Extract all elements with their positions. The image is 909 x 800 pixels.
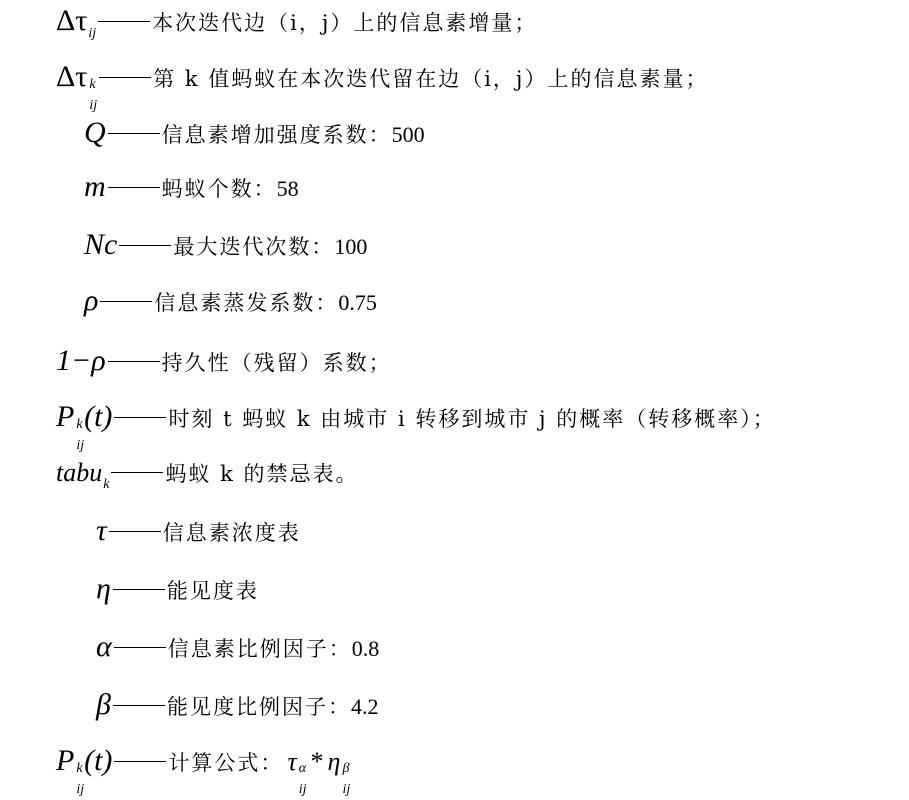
probability-formula <box>287 747 351 797</box>
symbol-beta: β <box>96 688 111 721</box>
em-dash <box>108 133 160 134</box>
definition-row <box>56 4 538 41</box>
definition-text: 计算公式： <box>168 751 284 775</box>
symbol-subscript: ij <box>88 26 97 41</box>
symbol-main: tabu <box>56 458 103 487</box>
em-dash <box>113 705 165 706</box>
formula-tau-subscript: ij <box>298 782 307 797</box>
definition-row <box>96 514 301 548</box>
symbol-scripts <box>76 761 85 797</box>
symbol-tabu <box>56 458 110 492</box>
definition-value: 0.8 <box>351 636 380 661</box>
definition-text <box>162 173 299 203</box>
symbol-main: P <box>56 400 75 433</box>
em-dash <box>114 417 166 418</box>
symbol-argument: (t) <box>84 400 113 433</box>
em-dash <box>113 589 165 590</box>
definition-text: 信息素浓度表 <box>162 521 301 545</box>
definition-value: 0.75 <box>338 290 377 315</box>
em-dash <box>109 531 161 532</box>
formula-tau-superscript: α <box>298 761 307 776</box>
definition-row <box>56 344 392 378</box>
definition-value: 500 <box>391 122 425 147</box>
definition-value: 100 <box>334 234 368 259</box>
symbol-superscript: k <box>76 761 83 776</box>
definition-row <box>56 744 351 797</box>
symbol-subscript: k <box>103 477 110 492</box>
formula-tau: τ <box>287 747 297 776</box>
symbol-q: Q <box>84 116 106 149</box>
symbol-m: m <box>84 170 106 203</box>
definition-row <box>56 458 359 492</box>
symbol-argument: (t) <box>84 744 113 777</box>
definition-row <box>84 284 377 318</box>
em-dash <box>99 77 151 78</box>
definition-text: 时刻 t 蚂蚁 k 由城市 i 转移到城市 j 的概率（转移概率）； <box>168 407 776 431</box>
symbol-eta: η <box>96 572 111 605</box>
definition-text <box>167 691 379 721</box>
definition-row <box>96 630 379 664</box>
definition-row <box>84 170 299 204</box>
em-dash <box>98 21 150 22</box>
symbol-subscript: ij <box>76 782 85 797</box>
definition-label: 信息素增加强度系数： <box>161 123 392 147</box>
definition-text: 第 k 值蚂蚁在本次迭代留在边（i，j）上的信息素量； <box>153 67 709 91</box>
definition-text <box>162 119 425 149</box>
em-dash <box>108 361 160 362</box>
definition-text <box>173 231 367 261</box>
symbol-one-minus-rho: 1−ρ <box>56 344 106 377</box>
em-dash <box>119 245 171 246</box>
formula-eta-scripts <box>342 761 351 797</box>
formula-eta-superscript: β <box>342 761 350 776</box>
symbol-main: Δτ <box>56 60 88 93</box>
definition-row <box>56 400 776 453</box>
em-dash <box>114 647 166 648</box>
em-dash <box>114 761 166 762</box>
symbol-scripts <box>89 77 98 113</box>
symbol-scripts <box>76 417 85 453</box>
definition-text <box>154 287 377 317</box>
definition-value: 58 <box>276 176 299 201</box>
definition-label: 最大迭代次数： <box>173 235 335 259</box>
symbol-delta-tau <box>56 4 97 41</box>
symbol-superscript: k <box>89 77 96 92</box>
definition-row <box>96 572 259 606</box>
symbol-tau: τ <box>96 514 107 547</box>
definition-row <box>84 116 425 150</box>
definition-label: 信息素比例因子： <box>167 637 352 661</box>
symbol-p-transition <box>56 400 113 453</box>
em-dash <box>100 301 152 302</box>
definition-text: 本次迭代边（i，j）上的信息素增量； <box>152 11 538 35</box>
formula-eta: η <box>327 747 341 776</box>
definition-row <box>56 60 709 113</box>
symbol-rho: ρ <box>84 284 99 317</box>
definition-label: 蚂蚁个数： <box>161 177 277 201</box>
symbol-nc: Nc <box>84 228 118 261</box>
definition-label: 能见度比例因子： <box>166 695 351 719</box>
definition-label: 信息素蒸发系数： <box>154 291 339 315</box>
symbol-subscript: ij <box>76 438 85 453</box>
em-dash <box>111 472 163 473</box>
definition-value: 4.2 <box>350 694 379 719</box>
formula-eta-subscript: ij <box>342 782 351 797</box>
definition-row <box>96 688 378 722</box>
em-dash <box>108 187 160 188</box>
symbol-subscript: ij <box>89 98 98 113</box>
formula-tau-scripts <box>298 761 307 797</box>
definition-text: 能见度表 <box>166 579 259 603</box>
definition-text: 蚂蚁 k 的禁忌表。 <box>165 462 359 486</box>
definition-row <box>84 228 367 262</box>
formula-operator: * <box>310 747 324 776</box>
symbol-alpha: α <box>96 630 112 663</box>
definition-text: 持久性（残留）系数； <box>161 351 392 375</box>
symbol-delta-tau-k <box>56 60 98 113</box>
definition-text <box>168 633 380 663</box>
symbol-superscript: k <box>76 417 83 432</box>
symbol-p-formula <box>56 744 113 797</box>
symbol-main: P <box>56 744 75 777</box>
symbol-main: Δτ <box>56 4 88 37</box>
